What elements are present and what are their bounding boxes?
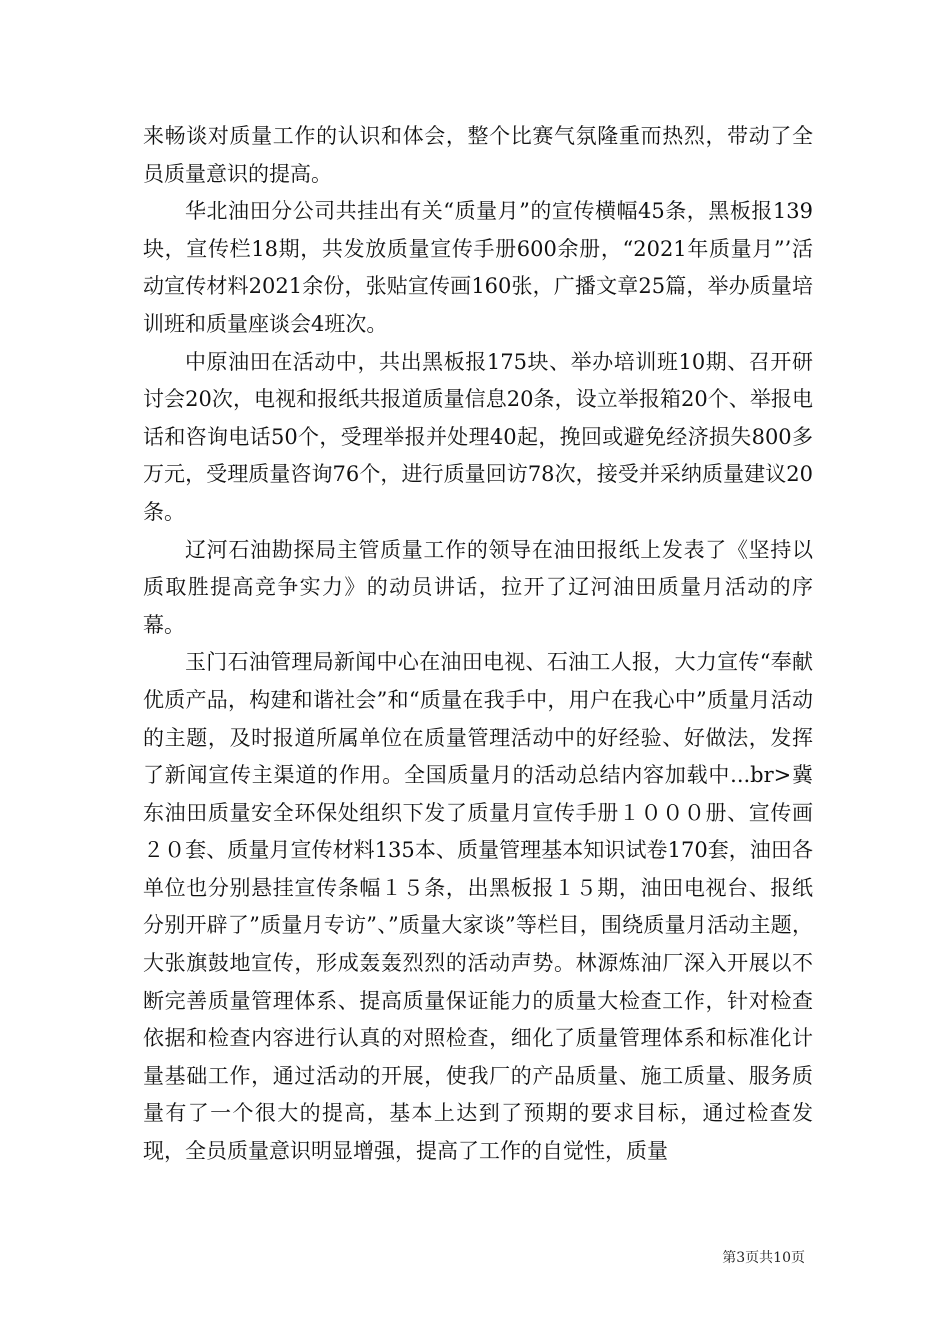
paragraph-huabei: 华北油田分公司共挂出有关“质量月”的宣传横幅45条，黑板报139块，宣传栏18期，共发放质量宣传手册600余册，“2021年质量月”’活动宣传材料2021余份，张贴宣传画160张，广播文章25篇，举办质量培训班和质量座谈会4班次。 [143, 199, 813, 336]
paragraph-zhongyuan: 中原油田在活动中，共出黑板报175块、举办培训班10期、召开研讨会20次，电视和报纸共报道质量信息20条，设立举报箱20个、举报电话和咨询电话50个，受理举报并处理40起，挽回或避免经济损失800多万元，受理质量咨询76个，进行质量回访78次，接受并采纳质量建议20条。 [143, 349, 813, 524]
paragraph-continuation: 来畅谈对质量工作的认识和体会，整个比赛气氛隆重而热烈，带动了全员质量意识的提高。 [143, 124, 813, 186]
paragraph-yumen: 玉门石油管理局新闻中心在油田电视、石油工人报，大力宣传“奉献优质产品，构建和谐社会”和“质量在我手中，用户在我心中”质量月活动的主题，及时报道所属单位在质量管理活动中的好经验、好做法，发挥了新闻宣传主渠道的作用。全国质量月的活动总结内容加载中...br>冀东油田质量安全环保处组织下发了质量月宣传手册１０００册、宣传画２０套、质量月宣传材料135本、质量管理基本知识试卷170套，油田各单位也分别悬挂宣传条幅１５条，出黑板报１５期，油田电视台、报纸分别开辟了”质量月专访”、”质量大家谈”等栏目，围绕质量月活动主题，大张旗鼓地宣传，形成轰轰烈烈的活动声势。林源炼油厂深入开展以不断完善质量管理体系、提高质量保证能力的质量大检查工作，针对检查依据和检查内容进行认真的对照检查，细化了质量管理体系和标准化计量基础工作，通过活动的开展，使我厂的产品质量、施工质量、服务质量有了一个很大的提高，基本上达到了预期的要求目标，通过检查发现，全员质量意识明显增强，提高了工作的自觉性，质量 [143, 650, 813, 1164]
paragraph-liaohe: 辽河石油勘探局主管质量工作的领导在油田报纸上发表了《坚持以质取胜提高竞争实力》的动员讲话，拉开了辽河油田质量月活动的序幕。 [143, 537, 813, 637]
document-body [143, 118, 813, 1171]
page-number: 第3页共10页 [722, 1250, 805, 1266]
